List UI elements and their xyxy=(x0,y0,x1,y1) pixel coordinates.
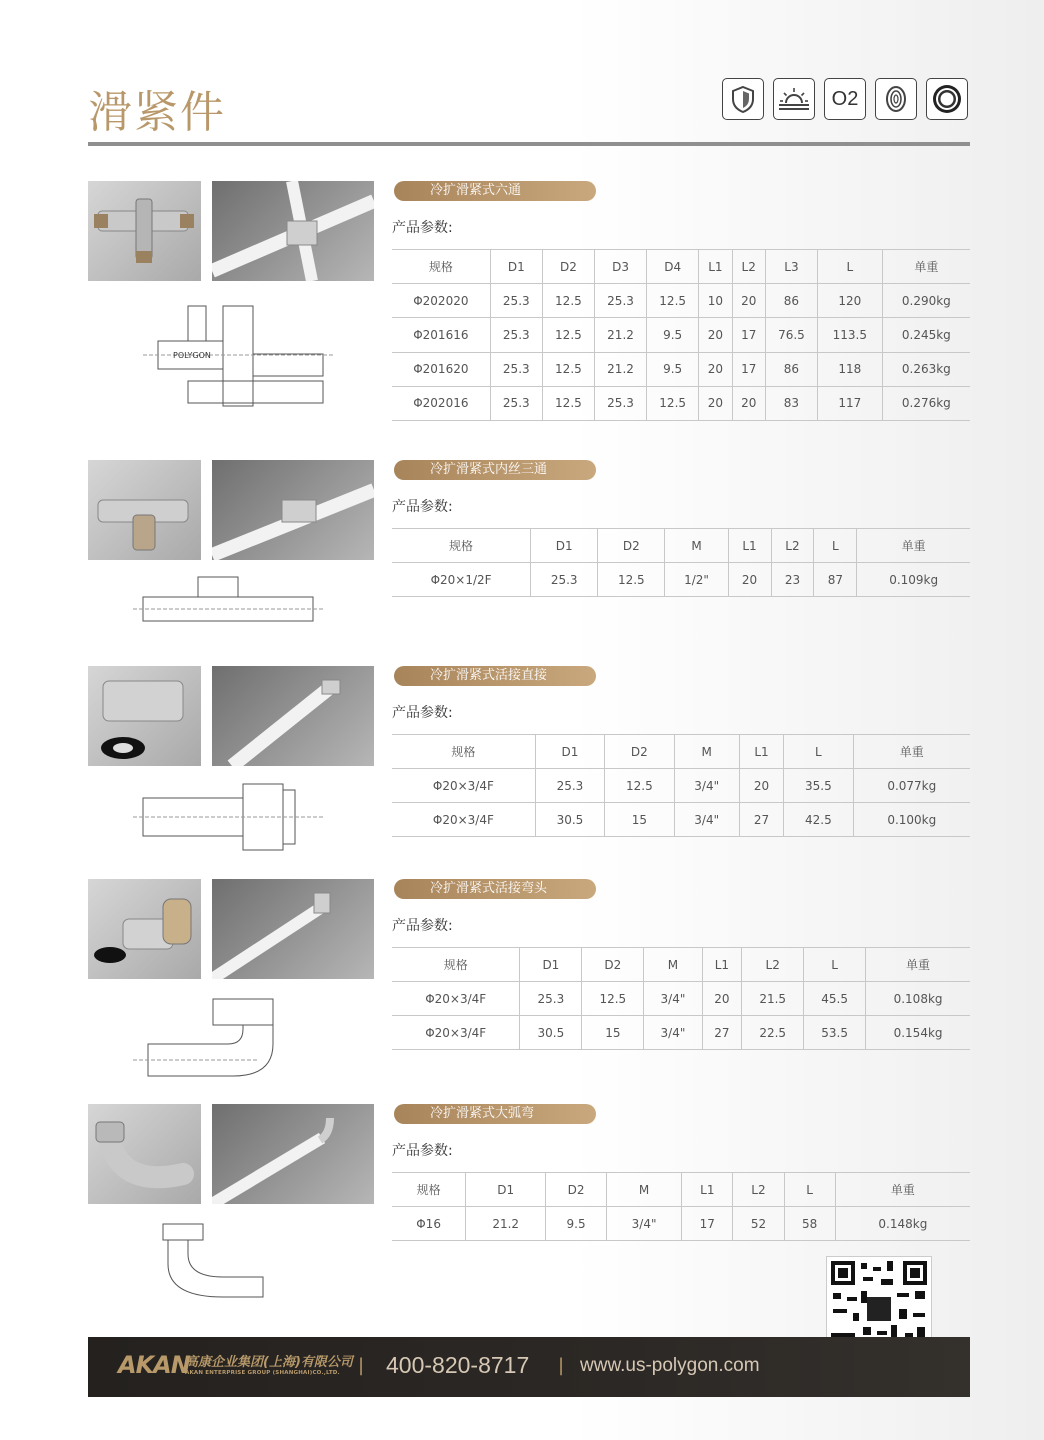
table-cell: 0.077kg xyxy=(853,769,970,803)
table-header: D2 xyxy=(582,948,644,982)
table-cell: Φ202020 xyxy=(392,284,490,318)
table-cell: 17 xyxy=(732,352,765,386)
table-cell: 25.3 xyxy=(535,769,604,803)
table-header: D1 xyxy=(466,1173,546,1207)
sun-heat-icon xyxy=(773,78,815,120)
table-row xyxy=(392,803,970,837)
params-label: 产品参数: xyxy=(392,705,453,721)
table-header-row xyxy=(392,948,970,982)
table-cell: 52 xyxy=(733,1207,784,1241)
table-cell: 3/4" xyxy=(606,1207,681,1241)
table-row xyxy=(392,284,970,318)
table-cell: 9.5 xyxy=(647,318,699,352)
table-header-row xyxy=(392,735,970,769)
table-cell: 25.3 xyxy=(490,386,542,420)
table-cell: 0.276kg xyxy=(882,386,970,420)
table-header: D2 xyxy=(542,250,594,284)
table-cell: 3/4" xyxy=(644,982,702,1016)
table-header: D1 xyxy=(490,250,542,284)
pipe-layers-icon xyxy=(926,78,968,120)
table-cell: 15 xyxy=(582,1016,644,1050)
table-cell: Φ20×1/2F xyxy=(392,563,531,597)
table-cell: 58 xyxy=(784,1207,835,1241)
page-title: 滑紧件 xyxy=(88,87,226,138)
table-cell: 118 xyxy=(818,352,883,386)
technical-drawing xyxy=(133,1219,323,1314)
installation-photo xyxy=(212,1104,374,1204)
table-header: L1 xyxy=(739,735,783,769)
table-cell: 10 xyxy=(699,284,732,318)
table-cell: 3/4" xyxy=(674,803,739,837)
installation-photo xyxy=(212,666,374,766)
table-cell: 12.5 xyxy=(647,284,699,318)
table-cell: 21.5 xyxy=(742,982,804,1016)
table-header: 规格 xyxy=(392,1173,466,1207)
product-photo xyxy=(88,879,201,979)
table-cell: 20 xyxy=(699,318,732,352)
table-header: D1 xyxy=(531,529,598,563)
table-row xyxy=(392,318,970,352)
drawing-brand-label: POLYGON xyxy=(173,351,211,360)
table-cell: 9.5 xyxy=(647,352,699,386)
product-photo xyxy=(88,460,201,560)
table-header: M xyxy=(665,529,728,563)
spec-table xyxy=(392,734,970,837)
section-title: 冷扩滑紧式活接直接 xyxy=(394,666,596,686)
params-label: 产品参数: xyxy=(392,1143,453,1159)
table-cell: 3/4" xyxy=(674,769,739,803)
table-cell: 113.5 xyxy=(818,318,883,352)
table-cell: Φ20×3/4F xyxy=(392,982,520,1016)
installation-photo xyxy=(212,181,374,281)
technical-drawing xyxy=(133,572,323,672)
technical-drawing xyxy=(133,776,323,876)
table-cell: Φ202016 xyxy=(392,386,490,420)
table-cell: 20 xyxy=(699,352,732,386)
table-cell: 17 xyxy=(682,1207,733,1241)
table-row xyxy=(392,386,970,420)
table-cell: 23 xyxy=(771,563,814,597)
table-cell: 87 xyxy=(814,563,857,597)
table-header: L2 xyxy=(733,1173,784,1207)
table-header: 单重 xyxy=(857,529,970,563)
table-cell: Φ201620 xyxy=(392,352,490,386)
table-cell: 117 xyxy=(818,386,883,420)
table-header: L2 xyxy=(732,250,765,284)
shield-icon xyxy=(722,78,764,120)
table-cell: 20 xyxy=(732,284,765,318)
table-header: 单重 xyxy=(882,250,970,284)
table-cell: 12.5 xyxy=(542,284,594,318)
table-cell: 35.5 xyxy=(784,769,853,803)
table-cell: Φ20×3/4F xyxy=(392,803,535,837)
table-header: D1 xyxy=(535,735,604,769)
table-header: 规格 xyxy=(392,948,520,982)
params-label: 产品参数: xyxy=(392,918,453,934)
table-header-row xyxy=(392,1173,970,1207)
section-title: 冷扩滑紧式内丝三通 xyxy=(394,460,596,480)
table-header: L1 xyxy=(682,1173,733,1207)
table-row xyxy=(392,769,970,803)
table-header: D4 xyxy=(647,250,699,284)
company-logo: AKAN xyxy=(118,1351,190,1379)
table-cell: 12.5 xyxy=(582,982,644,1016)
table-cell: 21.2 xyxy=(594,352,646,386)
table-cell: 12.5 xyxy=(598,563,665,597)
table-cell: 42.5 xyxy=(784,803,853,837)
table-cell: 20 xyxy=(739,769,783,803)
company-name-cn: 高康企业集团(上海)有限公司 xyxy=(185,1355,353,1370)
table-cell: 12.5 xyxy=(605,769,674,803)
table-cell: Φ16 xyxy=(392,1207,466,1241)
table-cell: 25.3 xyxy=(490,352,542,386)
oxygen-icon xyxy=(824,78,866,120)
table-cell: 86 xyxy=(765,352,817,386)
footer-bar xyxy=(88,1337,970,1397)
table-cell: 83 xyxy=(765,386,817,420)
table-header: L xyxy=(784,735,853,769)
section-title: 冷扩滑紧式活接弯头 xyxy=(394,879,596,899)
table-cell: 120 xyxy=(818,284,883,318)
table-row xyxy=(392,563,970,597)
section-union-straight xyxy=(88,666,970,866)
section-female-tee xyxy=(88,460,970,650)
section-six-way xyxy=(88,181,970,426)
table-cell: 0.263kg xyxy=(882,352,970,386)
table-header: L xyxy=(784,1173,835,1207)
table-cell: 20 xyxy=(699,386,732,420)
table-cell: 12.5 xyxy=(542,352,594,386)
table-row xyxy=(392,1207,970,1241)
table-cell: 86 xyxy=(765,284,817,318)
table-cell: 25.3 xyxy=(490,318,542,352)
table-header: D2 xyxy=(598,529,665,563)
oxygen-text: O2 xyxy=(831,87,859,110)
table-header: 规格 xyxy=(392,529,531,563)
table-header-row xyxy=(392,250,970,284)
table-cell: 20 xyxy=(728,563,771,597)
table-cell: Φ20×3/4F xyxy=(392,1016,520,1050)
company-name-en: AKAN ENTERPRISE GROUP (SHANGHAI)CO.,LTD. xyxy=(185,1370,340,1376)
table-cell: 0.100kg xyxy=(853,803,970,837)
spec-table xyxy=(392,947,970,1050)
table-header: 单重 xyxy=(835,1173,970,1207)
table-cell: 0.108kg xyxy=(866,982,970,1016)
table-header: 规格 xyxy=(392,250,490,284)
table-header: L3 xyxy=(765,250,817,284)
table-header-row xyxy=(392,529,970,563)
installation-photo xyxy=(212,879,374,979)
table-cell: 25.3 xyxy=(520,982,582,1016)
table-cell: 0.245kg xyxy=(882,318,970,352)
table-cell: 30.5 xyxy=(535,803,604,837)
product-photo xyxy=(88,181,201,281)
table-cell: 27 xyxy=(739,803,783,837)
separator: | xyxy=(358,1355,365,1376)
table-header: D1 xyxy=(520,948,582,982)
table-header: L2 xyxy=(742,948,804,982)
table-row xyxy=(392,1016,970,1050)
table-header: 单重 xyxy=(866,948,970,982)
table-header: L xyxy=(814,529,857,563)
table-cell: 0.148kg xyxy=(835,1207,970,1241)
table-cell: 22.5 xyxy=(742,1016,804,1050)
table-cell: 0.109kg xyxy=(857,563,970,597)
table-header: L1 xyxy=(728,529,771,563)
table-cell: 25.3 xyxy=(490,284,542,318)
table-cell: 0.154kg xyxy=(866,1016,970,1050)
phone-number: 400-820-8717 xyxy=(386,1352,530,1378)
table-header: L xyxy=(818,250,883,284)
table-header: L1 xyxy=(702,948,742,982)
spec-table xyxy=(392,528,970,597)
table-cell: 25.3 xyxy=(594,284,646,318)
spec-table xyxy=(392,249,970,421)
table-cell: 9.5 xyxy=(546,1207,607,1241)
table-header: D2 xyxy=(605,735,674,769)
section-union-elbow xyxy=(88,879,970,1089)
table-row xyxy=(392,982,970,1016)
pipe-ring-icon xyxy=(875,78,917,120)
table-header: M xyxy=(606,1173,681,1207)
table-cell: 25.3 xyxy=(531,563,598,597)
table-cell: 21.2 xyxy=(466,1207,546,1241)
table-cell: 21.2 xyxy=(594,318,646,352)
table-cell: 12.5 xyxy=(647,386,699,420)
table-cell: 12.5 xyxy=(542,386,594,420)
section-title: 冷扩滑紧式六通 xyxy=(394,181,596,201)
table-cell: 27 xyxy=(702,1016,742,1050)
table-cell: 1/2" xyxy=(665,563,728,597)
feature-icons xyxy=(722,78,968,120)
separator: | xyxy=(558,1355,565,1376)
table-cell: 17 xyxy=(732,318,765,352)
table-header: 单重 xyxy=(853,735,970,769)
spec-table xyxy=(392,1172,970,1241)
table-cell: 30.5 xyxy=(520,1016,582,1050)
table-header: 规格 xyxy=(392,735,535,769)
table-cell: 45.5 xyxy=(804,982,866,1016)
table-cell: 76.5 xyxy=(765,318,817,352)
table-cell: 0.290kg xyxy=(882,284,970,318)
params-label: 产品参数: xyxy=(392,499,453,515)
table-cell: 25.3 xyxy=(594,386,646,420)
table-cell: 12.5 xyxy=(542,318,594,352)
table-header: D2 xyxy=(546,1173,607,1207)
table-cell: 20 xyxy=(702,982,742,1016)
table-header: L1 xyxy=(699,250,732,284)
header-rule xyxy=(88,142,970,146)
table-cell: 15 xyxy=(605,803,674,837)
website-link[interactable]: www.us-polygon.com xyxy=(580,1355,760,1376)
technical-drawing xyxy=(133,994,323,1094)
table-header: L2 xyxy=(771,529,814,563)
table-cell: Φ20×3/4F xyxy=(392,769,535,803)
table-header: L xyxy=(804,948,866,982)
params-label: 产品参数: xyxy=(392,220,453,236)
table-header: M xyxy=(644,948,702,982)
section-title: 冷扩滑紧式大弧弯 xyxy=(394,1104,596,1124)
table-row xyxy=(392,352,970,386)
table-header: D3 xyxy=(594,250,646,284)
installation-photo xyxy=(212,460,374,560)
table-cell: 53.5 xyxy=(804,1016,866,1050)
table-cell: 3/4" xyxy=(644,1016,702,1050)
technical-drawing xyxy=(143,296,333,411)
table-cell: 20 xyxy=(732,386,765,420)
product-photo xyxy=(88,666,201,766)
product-photo xyxy=(88,1104,201,1204)
table-cell: Φ201616 xyxy=(392,318,490,352)
table-header: M xyxy=(674,735,739,769)
